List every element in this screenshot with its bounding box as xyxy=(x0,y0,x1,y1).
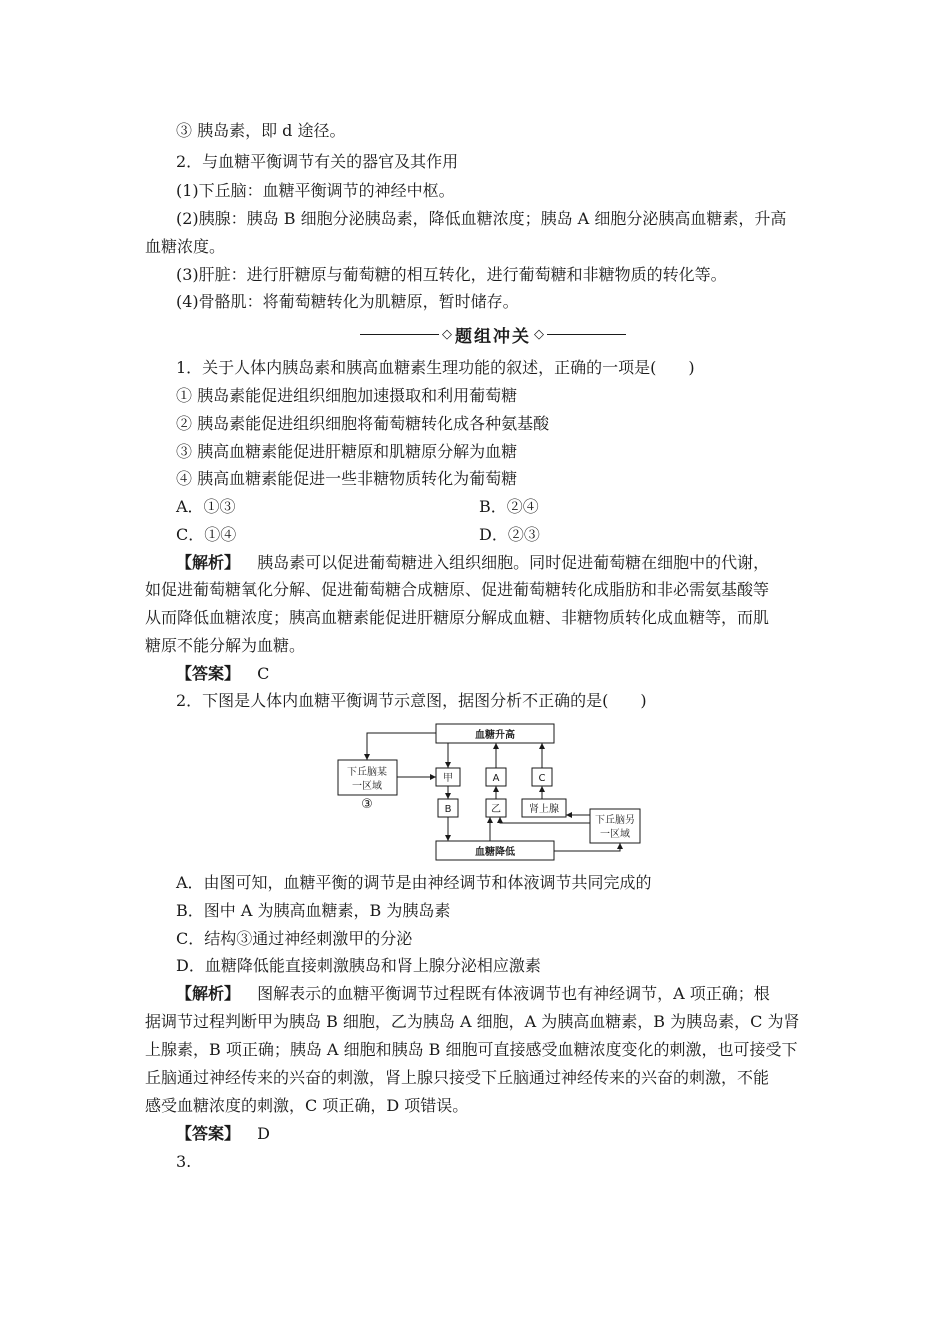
analysis-text: 图解表示的血糖平衡调节过程既有体液调节也有神经调节，A 项正确；根 xyxy=(257,984,770,1003)
section-title: 题组冲关 xyxy=(455,326,531,347)
arrow-high-to-hyp1 xyxy=(367,733,436,760)
analysis-line: 从而降低血糖浓度；胰高血糖素能促进肝糖原分解成血糖、非糖物质转化成血糖等，而肌 xyxy=(145,608,770,627)
answer-value: D xyxy=(257,1124,270,1143)
question-2-option: A．由图可知，血糖平衡的调节是由神经调节和体液调节共同完成的 xyxy=(176,873,652,892)
question-2-stem: 2．下图是人体内血糖平衡调节示意图，据图分析不正确的是( ) xyxy=(176,691,647,710)
label-yi: 乙 xyxy=(491,804,501,815)
label-adrenal: 肾上腺 xyxy=(529,804,559,815)
text-line: (3)肝脏：进行肝糖原与葡萄糖的相互转化，进行葡萄糖和非糖物质的转化等。 xyxy=(176,265,727,284)
analysis-line: 感受血糖浓度的刺激，C 项正确，D 项错误。 xyxy=(145,1096,469,1115)
question-1-item: ③ 胰高血糖素能促进肝糖原和肌糖原分解为血糖 xyxy=(176,442,518,461)
label-hyp1-mark: ③ xyxy=(361,797,373,812)
question-1-item: ④ 胰高血糖素能促进一些非糖物质转化为葡萄糖 xyxy=(176,469,518,488)
question-1-stem: 1．关于人体内胰岛素和胰高血糖素生理功能的叙述，正确的一项是( ) xyxy=(176,358,695,377)
label-high: 血糖升高 xyxy=(475,730,515,741)
label-B: B xyxy=(444,804,452,815)
option-b: B．②④ xyxy=(479,497,539,516)
question-3-number: 3. xyxy=(176,1152,192,1171)
text-line: (1)下丘脑：血糖平衡调节的神经中枢。 xyxy=(176,181,455,200)
question-2-option: B．图中 A 为胰高血糖素，B 为胰岛素 xyxy=(176,901,451,920)
analysis-line: 据调节过程判断甲为胰岛 B 细胞，乙为胰岛 A 细胞，A 为胰高血糖素，B 为胰岛素，C 为肾 xyxy=(145,1012,800,1031)
analysis-label: 【解析】 xyxy=(176,553,241,572)
text-line: (4)骨骼肌：将葡萄糖转化为肌糖原，暂时储存。 xyxy=(176,292,519,311)
option-d: D．②③ xyxy=(479,525,540,544)
label-hyp1-line2: 一区域 xyxy=(352,781,382,792)
label-jia: 甲 xyxy=(443,773,453,784)
text-line: ③ 胰岛素，即 d 途径。 xyxy=(176,121,346,140)
text-line: 2．与血糖平衡调节有关的器官及其作用 xyxy=(176,152,459,171)
question-2-option: C．结构③通过神经刺激甲的分泌 xyxy=(176,929,413,948)
option-c: C．①④ xyxy=(176,525,237,544)
answer-label: 【答案】 xyxy=(176,664,241,683)
analysis-line: 如促进葡萄糖氧化分解、促进葡萄糖合成糖原、促进葡萄糖转化成脂肪和非必需氨基酸等 xyxy=(145,580,770,599)
question-1-item: ② 胰岛素能促进组织细胞将葡萄糖转化成各种氨基酸 xyxy=(176,414,550,433)
diamond-icon: ◇ xyxy=(534,326,544,342)
label-hyp1-line1: 下丘脑某 xyxy=(347,767,387,778)
analysis-line: 上腺素，B 项正确；胰岛 A 细胞和胰岛 B 细胞可直接感受血糖浓度变化的刺激，也可接受下 xyxy=(145,1040,798,1059)
diamond-icon: ◇ xyxy=(442,326,452,342)
analysis-line xyxy=(176,984,770,1004)
answer-label: 【答案】 xyxy=(176,1124,241,1143)
label-low: 血糖降低 xyxy=(475,847,515,858)
analysis-text: 胰岛素可以促进葡萄糖进入组织细胞。同时促进葡萄糖在细胞中的代谢， xyxy=(257,553,770,572)
question-1-item: ① 胰岛素能促进组织细胞加速摄取和利用葡萄糖 xyxy=(176,386,518,405)
arrow-low-to-hyp2 xyxy=(554,843,620,851)
answer-value: C xyxy=(257,664,270,683)
label-C: C xyxy=(538,773,546,784)
label-hyp2-line2: 一区域 xyxy=(600,829,630,840)
analysis-label: 【解析】 xyxy=(176,984,241,1003)
label-hyp2-line1: 下丘脑另 xyxy=(595,815,635,826)
analysis-line: 糖原不能分解为血糖。 xyxy=(145,636,306,655)
answer-line xyxy=(176,1124,270,1144)
option-a: A．①③ xyxy=(176,497,236,516)
arrow-hyp2-to-yi xyxy=(500,817,590,823)
text-line: (2)胰腺：胰岛 B 细胞分泌胰岛素，降低血糖浓度；胰岛 A 细胞分泌胰高血糖素，升高 xyxy=(176,209,787,228)
question-2-option: D．血糖降低能直接刺激胰岛和肾上腺分泌相应激素 xyxy=(176,956,541,975)
text-line: 血糖浓度。 xyxy=(145,237,226,256)
label-A: A xyxy=(492,773,500,784)
analysis-line: 丘脑通过神经传来的兴奋的刺激，肾上腺只接受下丘脑通过神经传来的兴奋的刺激，不能 xyxy=(145,1068,770,1087)
